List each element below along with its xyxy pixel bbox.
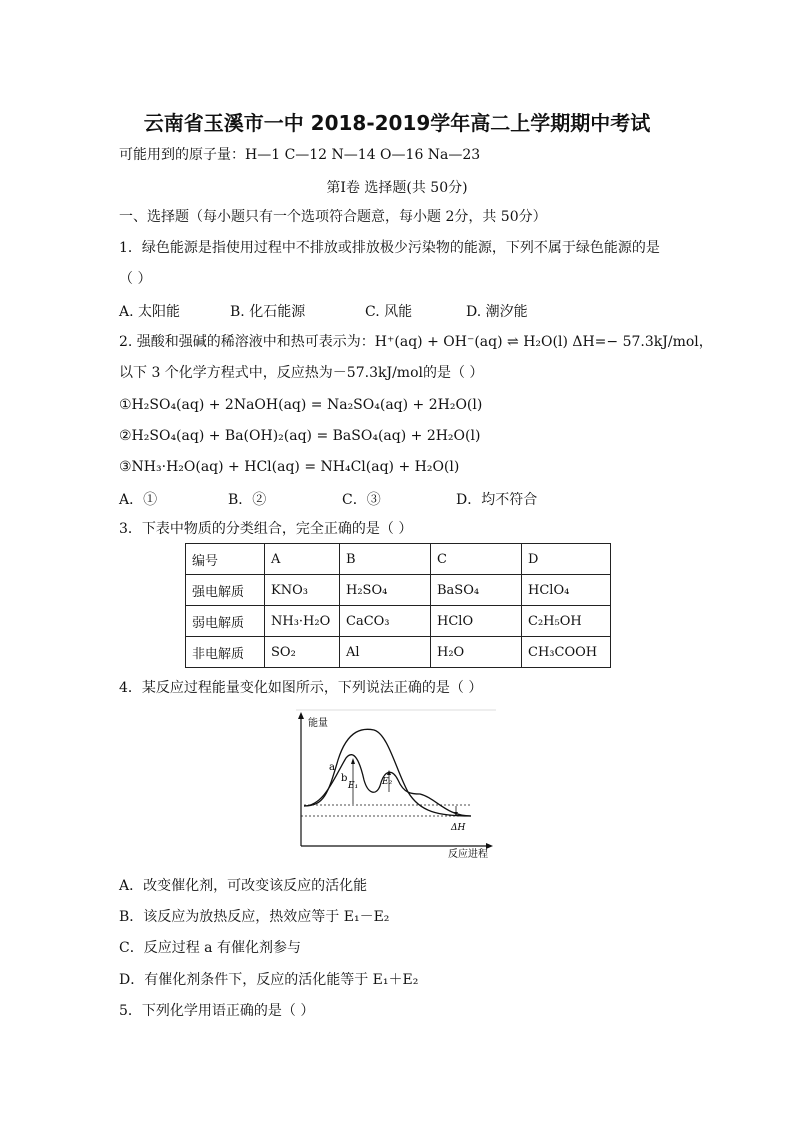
atomic-masses: 可能用到的原子量：H—1 C—12 N—14 O—16 Na—23 (119, 147, 481, 163)
q4-option-d: D．有催化剂条件下，反应的活化能等于 E₁＋E₂ (119, 972, 419, 988)
table-cell: A (265, 544, 340, 575)
table-cell: HClO₄ (522, 575, 611, 606)
section-title: 第Ⅰ卷 选择题(共 50分) (326, 180, 468, 196)
instructions: 一、选择题（每小题只有一个选项符合题意，每小题 2分，共 50分） (119, 209, 547, 225)
q2-stem-line1: 2. 强酸和强碱的稀溶液中和热可表示为：H⁺(aq) + OH⁻(aq) ⇌ H₂O(l) ΔH=− 57.3kJ/mol， (119, 334, 713, 350)
table-cell: Al (340, 637, 431, 668)
table-cell: 强电解质 (186, 575, 265, 606)
q2-equation-2: ②H₂SO₄(aq) + Ba(OH)₂(aq) = BaSO₄(aq) + 2H₂O(l) (119, 428, 481, 444)
table-cell: CaCO₃ (340, 606, 431, 637)
q1-stem-line1: 1．绿色能源是指使用过程中不排放或排放极少污染物的能源，下列不属于绿色能源的是 (119, 240, 660, 256)
q3-stem: 3．下表中物质的分类组合，完全正确的是（ ） (119, 521, 413, 537)
table-row (186, 637, 611, 668)
label-b: b (341, 773, 348, 784)
table-cell: BaSO₄ (431, 575, 522, 606)
table-cell: SO₂ (265, 637, 340, 668)
x-axis-label: 反应进程 (448, 849, 488, 860)
table-row (186, 606, 611, 637)
exam-title: 云南省玉溪市一中 2018-2019学年高二上学期期中考试 (143, 111, 651, 135)
table-cell: NH₃·H₂O (265, 606, 340, 637)
classification-table (185, 543, 611, 668)
table-cell: C₂H₅OH (522, 606, 611, 637)
q1-option-c: C. 风能 (365, 304, 413, 320)
energy-diagram (296, 708, 496, 860)
table-cell: H₂O (431, 637, 522, 668)
q4-option-b: B．该反应为放热反应，热效应等于 E₁－E₂ (119, 909, 390, 925)
y-axis-label: 能量 (308, 718, 328, 729)
q2-equation-3: ③NH₃·H₂O(aq) + HCl(aq) = NH₄Cl(aq) + H₂O(l) (119, 459, 460, 475)
table-cell: 弱电解质 (186, 606, 265, 637)
q2-stem-line2: 以下 3 个化学方程式中，反应热为－57.3kJ/mol的是（ ） (119, 365, 484, 381)
label-a: a (329, 762, 335, 773)
label-delta-h: ΔH (451, 823, 466, 833)
q4-option-a: A．改变催化剂，可改变该反应的活化能 (119, 878, 368, 894)
q1-option-b: B. 化石能源 (230, 304, 306, 320)
q1-stem-line2: （ ） (119, 271, 152, 287)
label-e2: E₂ (382, 777, 393, 787)
table-cell: D (522, 544, 611, 575)
q5-stem: 5．下列化学用语正确的是（ ） (119, 1003, 315, 1019)
q4-option-c: C．反应过程 a 有催化剂参与 (119, 940, 301, 956)
table-cell: 编号 (186, 544, 265, 575)
q2-equation-1: ①H₂SO₄(aq) + 2NaOH(aq) = Na₂SO₄(aq) + 2H₂O(l) (119, 397, 483, 413)
table-cell: CH₃COOH (522, 637, 611, 668)
table-cell: H₂SO₄ (340, 575, 431, 606)
label-e1: E₁ (348, 781, 359, 791)
y-axis-arrow (298, 712, 304, 719)
q2-option-c: C．③ (342, 492, 381, 508)
table-cell: C (431, 544, 522, 575)
e1-arrow-head (351, 758, 355, 764)
q1-option-a: A. 太阳能 (119, 304, 181, 320)
table-cell: 非电解质 (186, 637, 265, 668)
q2-option-d: D．均不符合 (456, 492, 538, 508)
table-cell: B (340, 544, 431, 575)
table-row (186, 544, 611, 575)
table-cell: KNO₃ (265, 575, 340, 606)
q4-stem: 4．某反应过程能量变化如图所示，下列说法正确的是（ ） (119, 680, 483, 696)
table-cell: HClO (431, 606, 522, 637)
q2-option-a: A．① (119, 492, 158, 508)
q1-option-d: D. 潮汐能 (466, 304, 528, 320)
q2-option-b: B．② (228, 492, 267, 508)
table-row (186, 575, 611, 606)
